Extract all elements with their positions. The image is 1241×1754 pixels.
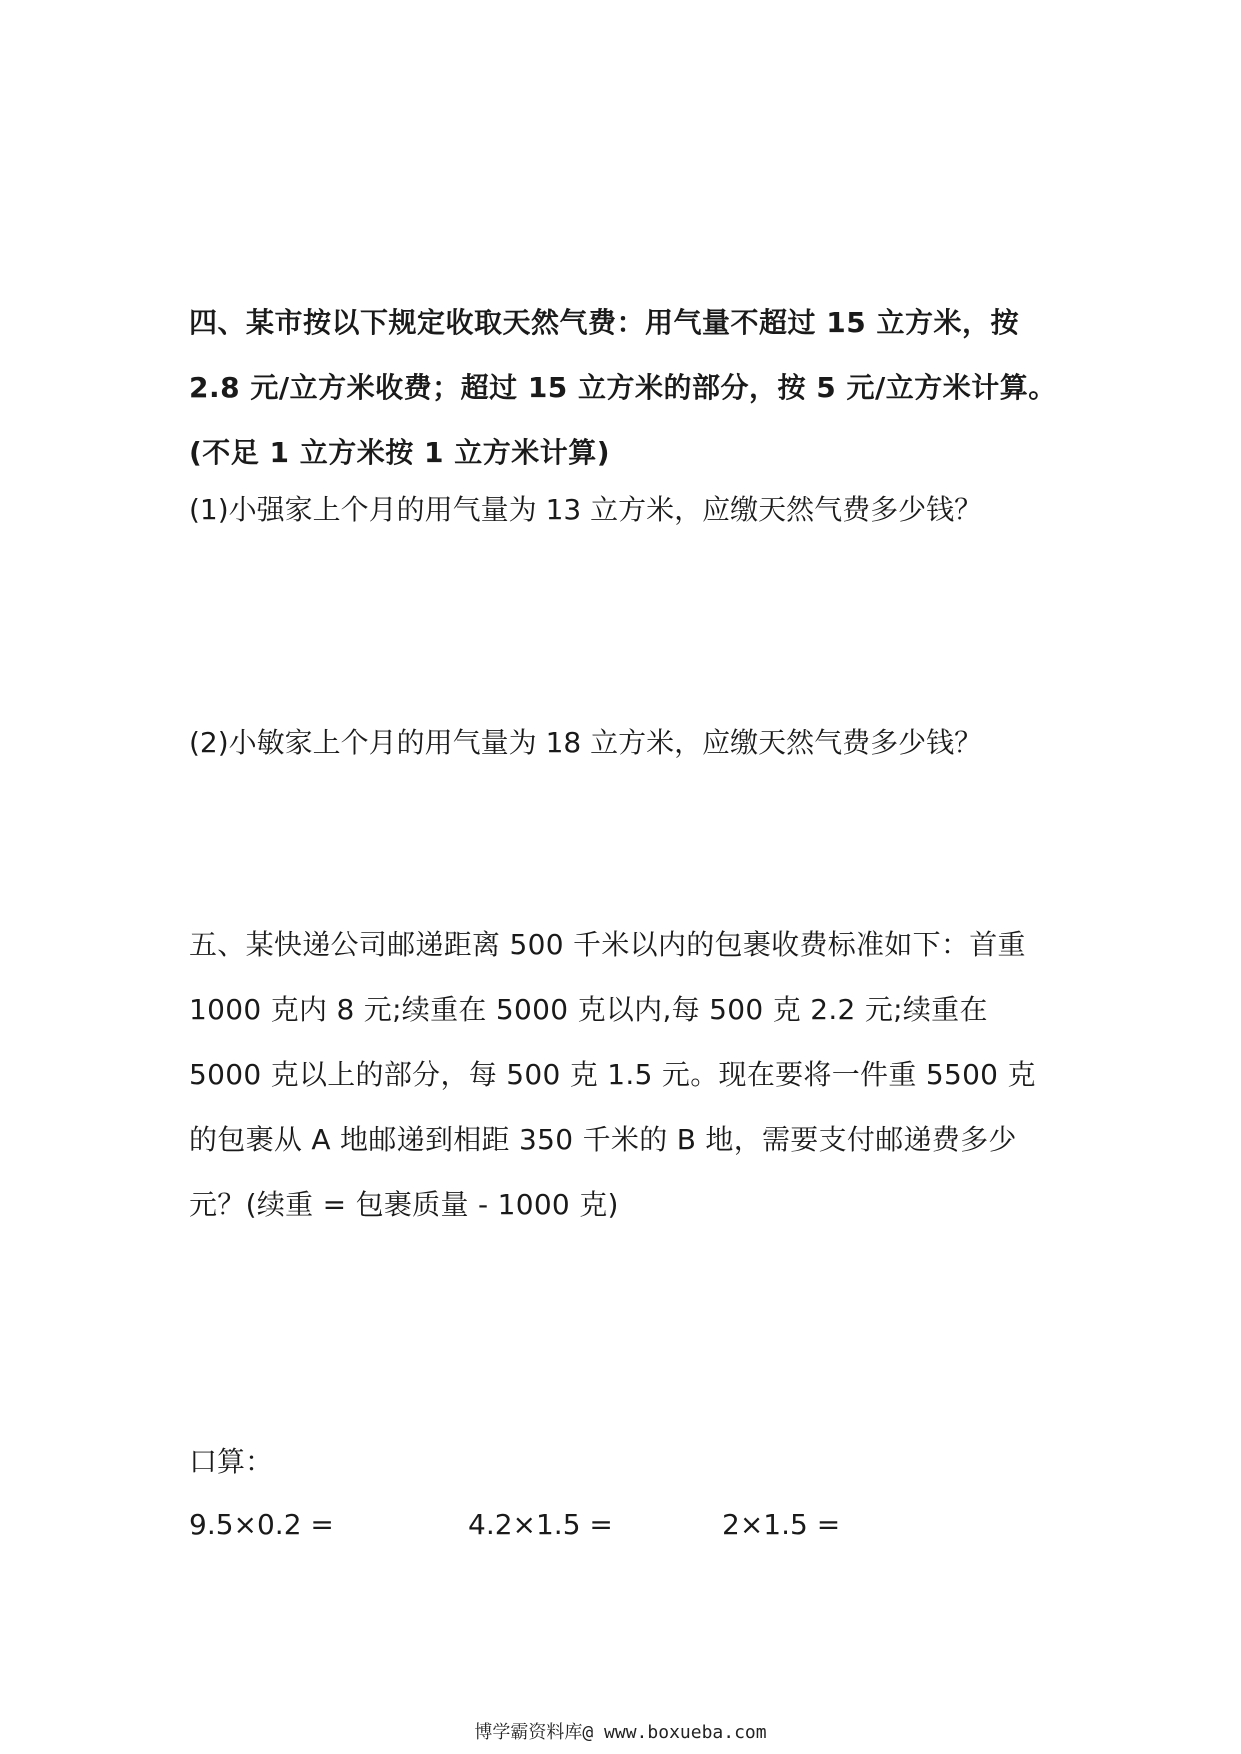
- question-2: (2)小敏家上个月的用气量为 18 立方米，应缴天然气费多少钱？: [189, 726, 983, 759]
- oral-calc-item: 2×1.5 =: [722, 1508, 841, 1541]
- oral-calc-item: 9.5×0.2 =: [189, 1508, 334, 1541]
- section-five-problem: 五、某快递公司邮递距离 500 千米以内的包裹收费标准如下：首重 1000 克内 8 元;续重在 5000 克以内,每 500 克 2.2 元;续重在 5000 克以上的部分，每 500 克 1.5 元。现在要将一件重 5500 克的包裹从 A 地邮递到相距 350 千米的 B 地，需要支付邮递费多少元？(续重 = 包裹质量 - 1000 克): [189, 928, 1036, 1221]
- footer-watermark: 博学霸资料库@ www.boxueba.com: [474, 1722, 767, 1743]
- section-four-problem: 四、某市按以下规定收取天然气费：用气量不超过 15 立方米，按 2.8 元/立方米收费；超过 15 立方米的部分，按 5 元/立方米计算。(不足 1 立方米按 1 立方米计算): [189, 306, 1057, 469]
- oral-calc-title: 口算：: [189, 1445, 274, 1478]
- question-1: (1)小强家上个月的用气量为 13 立方米，应缴天然气费多少钱？: [189, 493, 983, 526]
- oral-calc-item: 4.2×1.5 =: [468, 1508, 613, 1541]
